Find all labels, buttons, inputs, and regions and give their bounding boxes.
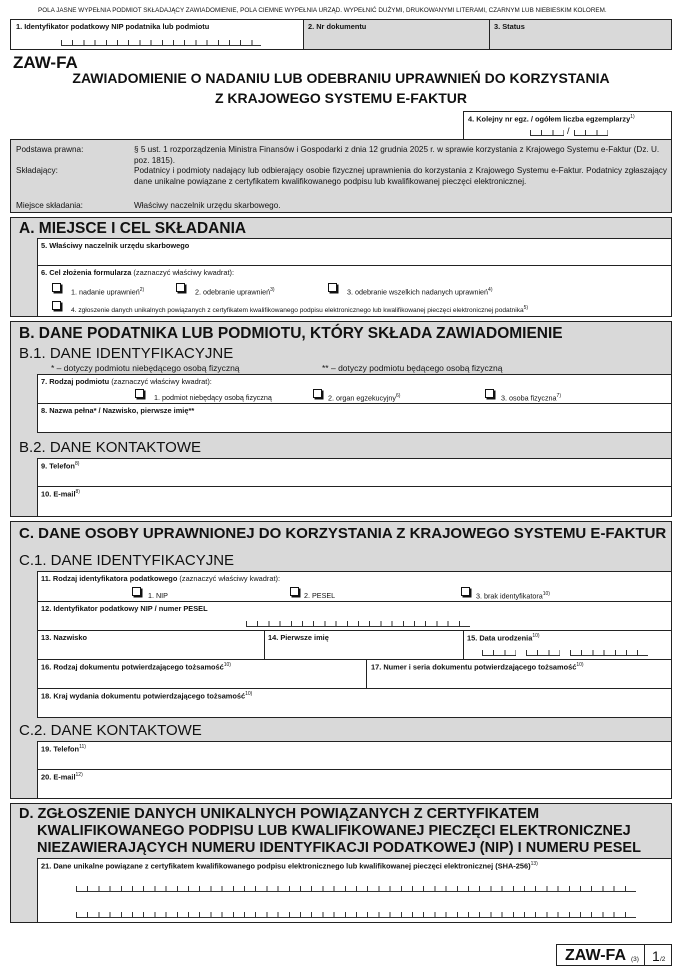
field-19-phone[interactable] — [37, 741, 672, 770]
field-14-first-name[interactable] — [264, 630, 464, 660]
id-none-label: 3. brak identyfikatora$^{10)}$ — [476, 591, 550, 601]
note-natural: ** – dotyczy podmiotu będącego osobą fizyczną — [322, 363, 503, 373]
footer-pages: /2 — [660, 956, 666, 963]
footer-form-code — [556, 944, 645, 966]
field-18-label: 18. Kraj wydania dokumentu potwierdzającego tożsamość$^{10)}$ — [41, 691, 253, 701]
sha256-ticks-row-2 — [76, 912, 636, 918]
submitter-text: Podatnicy i podmioty nadający lub odbierający osobie fizycznej uprawnienia do korzystania z Krajowego Systemu e-Faktur. Podatnicy zgłaszający dane unikalne powiązane z certyfikatem kwalifikowanego podpisu lub kwalifikowanej pieczęci elektronicznej. — [134, 166, 667, 186]
field-15-birth-date[interactable] — [463, 630, 672, 660]
field-16-label: 16. Rodzaj dokumentu potwierdzającego tożsamość$^{10)}$ — [41, 662, 231, 672]
field-5-tax-office[interactable] — [37, 238, 672, 266]
subsection-b2-title: B.2. DANE KONTAKTOWE — [19, 439, 201, 456]
field-8-name[interactable] — [37, 403, 672, 433]
field-12-label: 12. Identyfikator podatkowy NIP / numer PESEL — [41, 604, 208, 613]
entity-non-natural-label: 1. podmiot niebędący osobą fizyczną — [154, 393, 272, 402]
id-nip-label: 1. NIP — [148, 591, 168, 600]
field-19-label: 19. Telefon$^{11)}$ — [41, 744, 86, 754]
field-17-doc-number[interactable] — [366, 659, 672, 689]
field-21-sha256[interactable] — [37, 858, 672, 923]
section-a-title: A. MIEJSCE I CEL SKŁADANIA — [19, 220, 247, 237]
section-d-title-2: KWALIFIKOWANEGO PODPISU LUB KWALIFIKOWANEJ PIECZĘCI ELEKTRONICZNEJ — [37, 823, 631, 839]
section-d-title-3: NIEZAWIERAJĄCYCH NUMERU IDENTYFIKACJI PODATKOWEJ (NIP) I NUMERU PESEL — [37, 840, 641, 856]
footer-page-number — [644, 944, 672, 966]
checkbox-purpose-revoke-all[interactable] — [328, 283, 337, 292]
subsection-c2-title: C.2. DANE KONTAKTOWE — [19, 722, 202, 739]
field-3-label: 3. Status — [494, 22, 525, 31]
field-2-doc-number — [303, 19, 490, 50]
footer-code: ZAW-FA — [565, 947, 626, 964]
field-3-status — [489, 19, 672, 50]
field-16-doc-type[interactable] — [37, 659, 367, 689]
option-revoke-label: 2. odebranie uprawnień$^{3)}$ — [195, 287, 275, 297]
field-14-label: 14. Pierwsze imię — [268, 633, 329, 642]
entity-natural-label: 3. osoba fizyczna$^{7)}$ — [501, 393, 561, 403]
entity-enforcement-label: 2. organ egzekucyjny$^{6)}$ — [328, 393, 401, 403]
option-grant-label: 1. nadanie uprawnień$^{2)}$ — [71, 287, 145, 297]
checkbox-purpose-unique-data[interactable] — [52, 301, 61, 310]
field-13-label: 13. Nazwisko — [41, 633, 88, 642]
place-text: Właściwy naczelnik urzędu skarbowego. — [134, 201, 281, 210]
field-15-label: 15. Data urodzenia$^{10)}$ — [467, 633, 540, 643]
checkbox-purpose-grant[interactable] — [52, 283, 61, 292]
field-1-label: 1. Identyfikator podatkowy NIP podatnika lub podmiotu — [16, 22, 210, 31]
checkbox-entity-natural[interactable] — [485, 389, 494, 398]
field-5-label: 5. Właściwy naczelnik urzędu skarbowego — [41, 241, 190, 250]
footer-page: 1 — [652, 948, 660, 964]
field-9-label: 9. Telefon$^{8)}$ — [41, 461, 80, 471]
form-code: ZAW-FA — [13, 53, 78, 72]
note-non-natural: * – dotyczy podmiotu niebędącego osobą fizyczną — [51, 363, 240, 373]
checkbox-entity-enforcement[interactable] — [313, 389, 322, 398]
field-10-label: 10. E-mail$^{8)}$ — [41, 489, 80, 499]
section-b-title: B. DANE PODATNIKA LUB PODMIOTU, KTÓRY SKŁADA ZAWIADOMIENIE — [19, 325, 563, 342]
nip-tick-row — [61, 40, 261, 46]
checkbox-id-pesel[interactable] — [290, 587, 299, 596]
form-title-line-1: ZAWIADOMIENIE O NADANIU LUB ODEBRANIU UPRAWNIEŃ DO KORZYSTANIA — [72, 70, 610, 86]
nip-pesel-ticks — [246, 621, 470, 627]
legal-basis-text: § 5 ust. 1 rozporządzenia Ministra Finansów i Gospodarki z dnia 12 grudnia 2025 r. w sprawie korzystania z Krajowego Systemu e-Faktur (Dz. U. poz. 1815). — [134, 145, 660, 165]
checkbox-id-none[interactable] — [461, 587, 470, 596]
option-unique-data-label: 4. zgłoszenie danych unikalnych powiązanych z certyfikatem kwalifikowanego podpisu elektronicznego lub kwalifikowanej pieczęci elektronicznej podatnika$^{5)}$ — [71, 305, 529, 315]
form-title-line-2: Z KRAJOWEGO SYSTEMU E-FAKTUR — [214, 90, 467, 106]
sha256-ticks-row-1 — [76, 886, 636, 892]
field-2-label: 2. Nr dokumentu — [308, 22, 367, 31]
legal-info-block — [10, 139, 672, 213]
legal-basis-label: Podstawa prawna: — [16, 145, 84, 154]
footer-version: (3) — [631, 956, 639, 963]
field-4-copy-number[interactable] — [463, 111, 672, 140]
field-10-email[interactable] — [37, 486, 672, 517]
field-18-doc-country[interactable] — [37, 688, 672, 718]
field-11-label: 11. Rodzaj identyfikatora podatkowego (zaznaczyć właściwy kwadrat): — [41, 574, 281, 583]
checkbox-id-nip[interactable] — [132, 587, 141, 596]
birth-day-ticks — [482, 650, 516, 656]
copy-number-ticks — [530, 130, 564, 136]
field-6-label: 6. Cel złożenia formularza (zaznaczyć właściwy kwadrat): — [41, 268, 235, 277]
section-c-title: C. DANE OSOBY UPRAWNIONEJ DO KORZYSTANIA Z KRAJOWEGO SYSTEMU E-FAKTUR — [19, 525, 667, 542]
field-8-label: 8. Nazwa pełna* / Nazwisko, pierwsze imię** — [41, 406, 195, 415]
submitter-label: Składający: — [16, 166, 58, 175]
field-4-label: 4. Kolejny nr egz. / ogółem liczba egzemplarzy$^{1)}$ — [468, 114, 635, 124]
section-d-title-1: D. ZGŁOSZENIE DANYCH UNIKALNYCH POWIĄZANYCH Z CERTYFIKATEM — [19, 806, 540, 822]
subsection-c1-title: C.1. DANE IDENTYFIKACYJNE — [19, 552, 235, 569]
subsection-b1-title: B.1. DANE IDENTYFIKACYJNE — [19, 345, 234, 362]
id-pesel-label: 2. PESEL — [304, 591, 336, 600]
field-1-nip[interactable] — [10, 19, 304, 50]
field-17-label: 17. Numer i seria dokumentu potwierdzającego tożsamość$^{10)}$ — [371, 662, 584, 672]
birth-month-ticks — [526, 650, 560, 656]
option-revoke-all-label: 3. odebranie wszelkich nadanych uprawnień$^{4)}$ — [347, 287, 493, 297]
field-20-email[interactable] — [37, 769, 672, 799]
checkbox-purpose-revoke[interactable] — [176, 283, 185, 292]
field-21-label: 21. Dane unikalne powiązane z certyfikatem kwalifikowanego podpisu elektronicznego lub kwalifikowanej pieczęci elektronicznej $(SHA-256)^{13)}$ — [41, 861, 538, 871]
field-7-label: 7. Rodzaj podmiotu (zaznaczyć właściwy kwadrat): — [41, 377, 212, 386]
birth-year-ticks — [570, 650, 648, 656]
top-note: POLA JASNE WYPEŁNIA PODMIOT SKŁADAJĄCY ZAWIADOMIENIE, POLA CIEMNE WYPEŁNIA URZĄD. WYPEŁNIĆ DUŻYMI, DRUKOWANYMI LITERAMI, CZARNYM LUB NIEBIESKIM KOLOREM. — [38, 7, 607, 14]
field-20-label: 20. E-mail$^{12)}$ — [41, 772, 83, 782]
checkbox-entity-non-natural[interactable] — [135, 389, 144, 398]
field-13-surname[interactable] — [37, 630, 265, 660]
field-9-phone[interactable] — [37, 458, 672, 487]
field-12-nip-pesel[interactable] — [37, 601, 672, 631]
copy-separator: / — [567, 126, 570, 136]
place-label: Miejsce składania: — [16, 201, 83, 210]
copy-total-ticks — [574, 130, 608, 136]
